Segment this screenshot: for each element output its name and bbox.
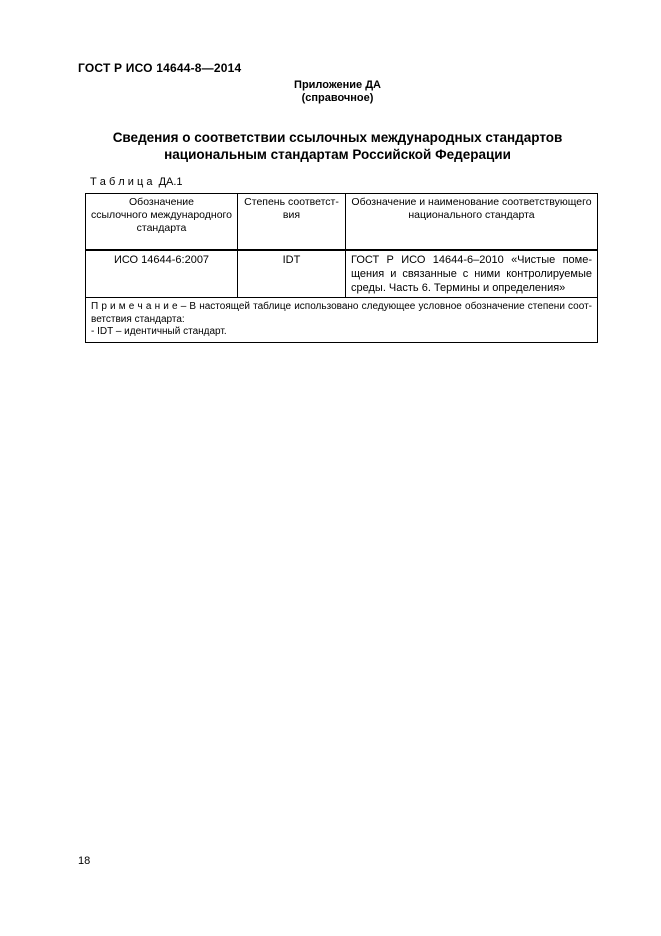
- cell-reference-standard: ИСО 14644-6:2007: [86, 250, 238, 298]
- section-title-line1: Сведения о соответствии ссылочных международных стандартов: [112, 130, 563, 145]
- cell-national-standard: ГОСТ Р ИСО 14644-6–2010 «Чистые поме- щения и связанные с ними контролируемые среды. Часть 6. Термины и определения»: [346, 250, 598, 298]
- document-code-header: ГОСТ Р ИСО 14644-8—2014: [78, 61, 242, 75]
- cell-correspondence-degree: IDT: [238, 250, 346, 298]
- column-header-correspondence-degree: Степень соответст- вия: [238, 194, 346, 251]
- appendix-title: Приложение ДА: [294, 79, 381, 91]
- column-header-national-standard: Обозначение и наименование соответствующего национального стандарта: [346, 194, 598, 251]
- correspondence-table: [85, 193, 598, 343]
- table-row: [86, 250, 598, 298]
- column-header-reference-standard: Обозначение ссылочного международного стандарта: [86, 194, 238, 251]
- section-title-line2: национальным стандартам Российской Федерации: [164, 147, 511, 162]
- table-note-row: [86, 298, 598, 343]
- appendix-heading: [78, 79, 597, 105]
- table-note: П р и м е ч а н и е – В настоящей таблице использовано следующее условное обозначение степени соот- ветствия стандарта: - IDT – идентичный стандарт.: [86, 298, 598, 343]
- section-title: [60, 129, 615, 163]
- table-caption: Т а б л и ц а ДА.1: [90, 176, 183, 188]
- page-number: 18: [78, 855, 91, 867]
- appendix-subtitle: (справочное): [301, 92, 374, 104]
- table-header-row: [86, 194, 598, 251]
